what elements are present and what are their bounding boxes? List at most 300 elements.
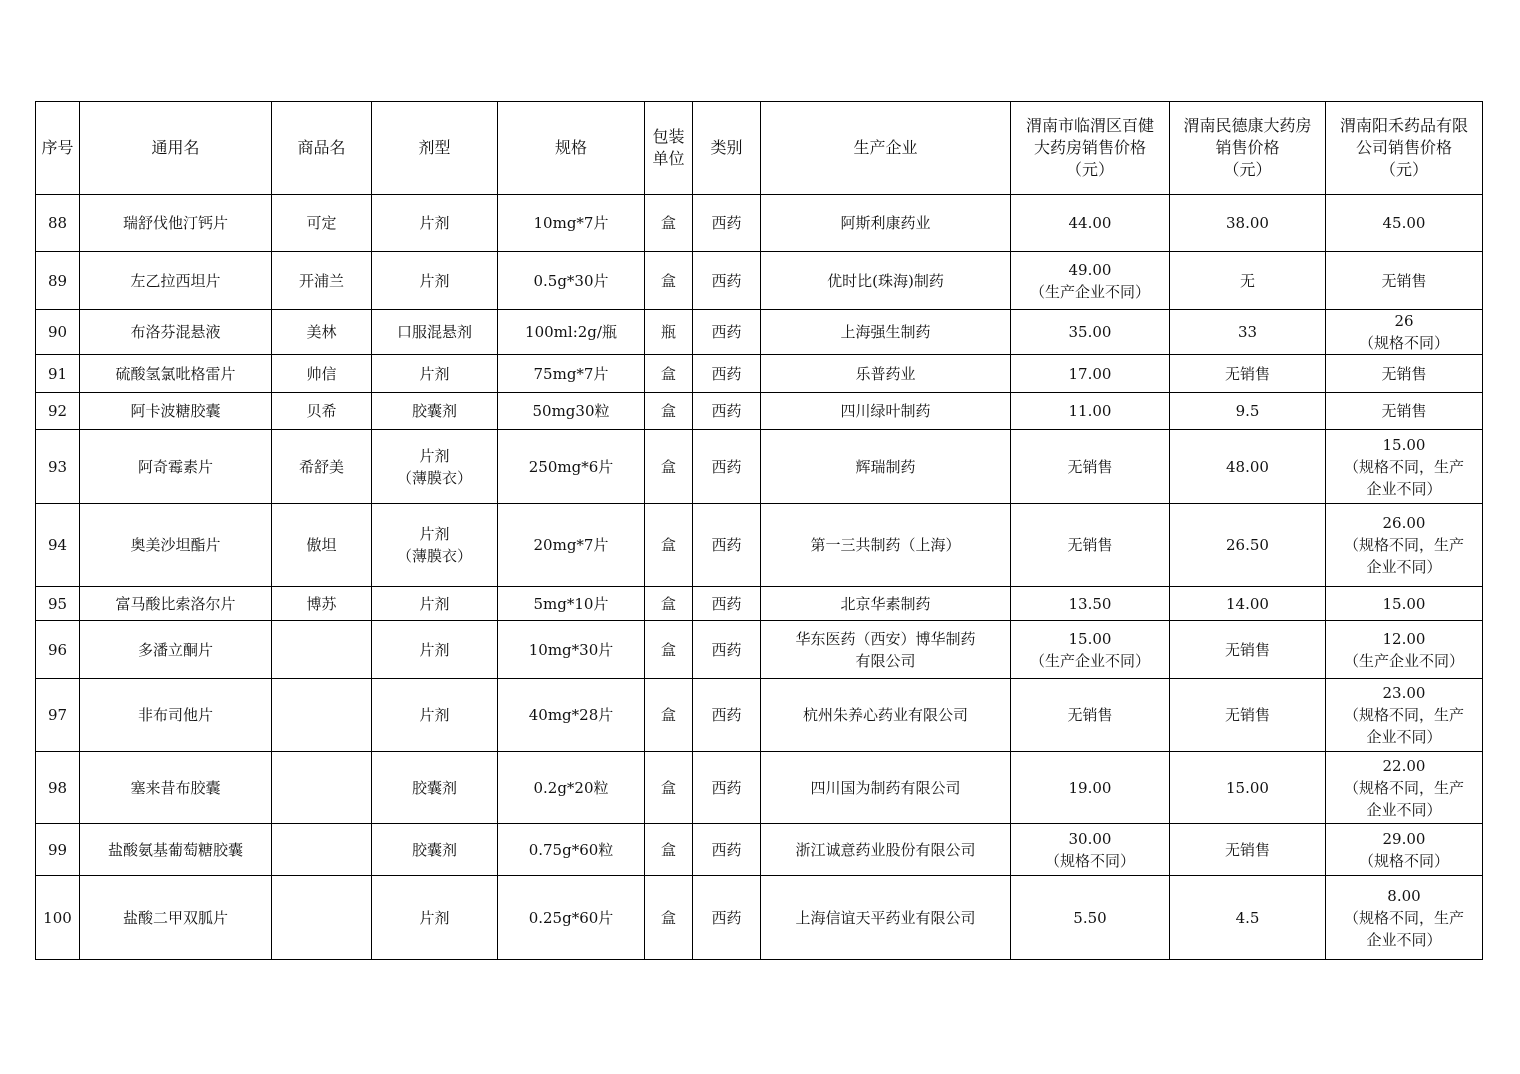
manufacturer-cell-text: 四川国为制药有限公司 [810, 778, 961, 797]
brand-name-cell [272, 504, 372, 587]
generic-name-cell-text: 盐酸氨基葡萄糖胶囊 [107, 840, 243, 859]
spec-cell-text: 10mg*30片 [528, 640, 614, 659]
header-row [36, 102, 1483, 195]
price-yanghe-cell [1326, 824, 1483, 876]
header-price-yanghe: 渭南阳禾药品有限 公司销售价格 （元） [1326, 102, 1483, 195]
generic-name-cell-text: 奥美沙坦酯片 [130, 536, 221, 554]
price-baijian-cell-text: （生产企业不同） [1029, 651, 1150, 670]
dosage-form-cell-text: 片剂 [419, 271, 450, 290]
dosage-form-cell-text: 胶囊剂 [411, 778, 457, 797]
header-spec: 规格 [498, 102, 645, 195]
price-baijian-cell [1011, 621, 1170, 679]
dosage-form-cell-text: 片剂 [419, 594, 450, 613]
price-yanghe-cell-text: 15.00 [1382, 435, 1426, 454]
price-baijian-cell-text: 35.00 [1068, 323, 1112, 341]
manufacturer-cell-text: 乐普药业 [855, 364, 916, 383]
dosage-form-cell [372, 621, 498, 679]
price-yanghe-cell-text: 26 [1394, 312, 1414, 330]
category-cell-text: 西药 [711, 840, 742, 859]
category-cell-text: 西药 [711, 271, 742, 290]
category-cell [693, 355, 761, 393]
price-baijian-cell [1011, 876, 1170, 960]
spec-cell-text: 50mg30粒 [532, 402, 610, 420]
category-cell [693, 310, 761, 355]
brand-name-cell [272, 876, 372, 960]
manufacturer-cell [761, 679, 1011, 752]
spec-cell-text: 0.2g*20粒 [533, 778, 609, 797]
dosage-form-cell [372, 355, 498, 393]
pack-unit-cell-text: 盒 [660, 271, 676, 290]
category-cell-text: 西药 [711, 214, 742, 232]
header-pack-unit: 包装 单位 [645, 102, 693, 195]
spec-cell-text: 0.5g*30片 [533, 271, 609, 290]
table-row [36, 824, 1483, 876]
dosage-form-cell [372, 252, 498, 310]
price-yanghe-cell [1326, 393, 1483, 430]
price-mindekang-cell-text: 无销售 [1224, 840, 1270, 859]
manufacturer-cell [761, 355, 1011, 393]
seq-cell-text: 99 [47, 840, 68, 859]
spec-cell [498, 679, 645, 752]
brand-name-cell [272, 195, 372, 252]
category-cell-text: 西药 [711, 640, 742, 659]
pack-unit-cell [645, 876, 693, 960]
brand-name-cell-text: 贝希 [306, 402, 337, 420]
generic-name-cell [80, 679, 272, 752]
table-row [36, 752, 1483, 824]
dosage-form-cell [372, 587, 498, 621]
dosage-form-cell-text: 片剂 [419, 908, 450, 927]
seq-cell [36, 504, 80, 587]
spec-cell-text: 40mg*28片 [528, 706, 614, 724]
price-baijian-cell-text: 13.50 [1068, 594, 1112, 613]
category-cell-text: 西药 [711, 364, 742, 383]
category-cell-text: 西药 [711, 778, 742, 797]
brand-name-cell [272, 621, 372, 679]
spec-cell [498, 504, 645, 587]
header-seq: 序号 [36, 102, 80, 195]
spec-cell [498, 587, 645, 621]
seq-cell-text: 92 [47, 402, 68, 420]
price-mindekang-cell-text: 33 [1237, 323, 1258, 341]
category-cell [693, 393, 761, 430]
price-yanghe-cell-text: 45.00 [1382, 214, 1426, 232]
pack-unit-cell-text: 盒 [660, 706, 676, 724]
dosage-form-cell-text: 片剂 [419, 214, 450, 232]
price-mindekang-cell-text: 无销售 [1224, 364, 1270, 383]
price-yanghe-cell-text: 企业不同） [1366, 728, 1442, 746]
price-baijian-cell [1011, 310, 1170, 355]
brand-name-cell [272, 252, 372, 310]
seq-cell [36, 824, 80, 876]
manufacturer-cell [761, 195, 1011, 252]
generic-name-cell [80, 430, 272, 504]
price-mindekang-cell-text: 48.00 [1226, 457, 1269, 476]
manufacturer-cell-text: 辉瑞制药 [855, 457, 916, 476]
pack-unit-cell [645, 393, 693, 430]
spec-cell [498, 310, 645, 355]
generic-name-cell-text: 盐酸二甲双胍片 [122, 908, 228, 927]
spec-cell-text: 100ml:2g/瓶 [525, 323, 617, 341]
seq-cell-text: 95 [47, 594, 68, 613]
price-yanghe-cell [1326, 679, 1483, 752]
price-mindekang-cell [1170, 252, 1326, 310]
price-mindekang-cell [1170, 621, 1326, 679]
price-yanghe-cell [1326, 252, 1483, 310]
generic-name-cell-text: 阿卡波糖胶囊 [130, 402, 221, 420]
pack-unit-cell-text: 盒 [660, 364, 676, 383]
category-cell [693, 430, 761, 504]
seq-cell-text: 90 [47, 323, 68, 341]
price-yanghe-cell-text: （规格不同，生产 [1343, 536, 1464, 554]
generic-name-cell [80, 252, 272, 310]
generic-name-cell-text: 富马酸比索洛尔片 [115, 594, 236, 613]
generic-name-cell [80, 195, 272, 252]
manufacturer-cell [761, 752, 1011, 824]
price-mindekang-cell [1170, 310, 1326, 355]
price-baijian-cell-text: 无销售 [1067, 457, 1113, 476]
price-baijian-cell [1011, 587, 1170, 621]
generic-name-cell [80, 310, 272, 355]
brand-name-cell [272, 355, 372, 393]
seq-cell [36, 752, 80, 824]
price-yanghe-cell-text: 企业不同） [1366, 800, 1442, 819]
spec-cell [498, 252, 645, 310]
generic-name-cell [80, 621, 272, 679]
spec-cell [498, 824, 645, 876]
pack-unit-cell [645, 587, 693, 621]
seq-cell-text: 89 [47, 271, 68, 290]
category-cell-text: 西药 [711, 908, 742, 927]
manufacturer-cell [761, 587, 1011, 621]
dosage-form-cell [372, 195, 498, 252]
manufacturer-cell-text: 杭州朱养心药业有限公司 [802, 706, 968, 724]
price-baijian-cell [1011, 679, 1170, 752]
manufacturer-cell [761, 393, 1011, 430]
generic-name-cell [80, 393, 272, 430]
generic-name-cell [80, 355, 272, 393]
price-yanghe-cell-text: 无销售 [1381, 271, 1427, 290]
manufacturer-cell-text: 阿斯利康药业 [840, 214, 931, 232]
brand-name-cell [272, 310, 372, 355]
price-mindekang-cell [1170, 430, 1326, 504]
price-baijian-cell-text: 5.50 [1073, 908, 1107, 927]
category-cell [693, 504, 761, 587]
table-body [36, 195, 1483, 960]
price-baijian-cell [1011, 195, 1170, 252]
price-mindekang-cell-text: 无销售 [1224, 706, 1270, 724]
pack-unit-cell [645, 195, 693, 252]
manufacturer-cell-text: 上海信谊天平药业有限公司 [795, 908, 976, 927]
pack-unit-cell [645, 310, 693, 355]
pack-unit-cell-text: 盒 [660, 640, 676, 659]
dosage-form-cell-text: 片剂 [419, 706, 450, 724]
table-row [36, 504, 1483, 587]
spec-cell [498, 195, 645, 252]
brand-name-cell [272, 587, 372, 621]
generic-name-cell [80, 824, 272, 876]
manufacturer-cell [761, 876, 1011, 960]
price-baijian-cell-text: 无销售 [1067, 536, 1113, 554]
price-yanghe-cell [1326, 876, 1483, 960]
spec-cell-text: 5mg*10片 [533, 594, 609, 613]
price-yanghe-cell-text: 23.00 [1382, 684, 1426, 702]
price-baijian-cell-text: 30.00 [1068, 829, 1112, 848]
generic-name-cell-text: 多潘立酮片 [137, 640, 213, 659]
pack-unit-cell-text: 盒 [660, 214, 676, 232]
generic-name-cell [80, 752, 272, 824]
price-mindekang-cell-text: 14.00 [1226, 594, 1269, 613]
price-baijian-cell [1011, 430, 1170, 504]
price-yanghe-cell-text: 15.00 [1382, 594, 1426, 613]
generic-name-cell [80, 504, 272, 587]
price-mindekang-cell-text: 38.00 [1226, 214, 1269, 232]
price-baijian-cell-text: 17.00 [1068, 364, 1112, 383]
price-baijian-cell-text: 11.00 [1068, 402, 1112, 420]
manufacturer-cell-text: 有限公司 [855, 651, 916, 670]
category-cell [693, 752, 761, 824]
pack-unit-cell [645, 504, 693, 587]
dosage-form-cell [372, 430, 498, 504]
header-category: 类别 [693, 102, 761, 195]
price-yanghe-cell-text: 无销售 [1381, 364, 1427, 383]
price-yanghe-cell-text: 8.00 [1387, 886, 1421, 905]
header-price-baijian: 渭南市临渭区百健 大药房销售价格 （元） [1011, 102, 1170, 195]
dosage-form-cell-text: （薄膜衣） [396, 547, 472, 565]
spec-cell [498, 355, 645, 393]
price-yanghe-cell-text: 12.00 [1382, 629, 1426, 648]
dosage-form-cell-text: 胶囊剂 [411, 402, 457, 420]
pack-unit-cell-text: 盒 [660, 536, 676, 554]
spec-cell-text: 10mg*7片 [533, 214, 609, 232]
price-yanghe-cell-text: 企业不同） [1366, 930, 1442, 949]
generic-name-cell-text: 左乙拉西坦片 [130, 271, 221, 290]
seq-cell-text: 94 [47, 536, 68, 554]
brand-name-cell-text: 帅信 [306, 364, 337, 383]
pack-unit-cell-text: 盒 [660, 840, 676, 859]
seq-cell [36, 621, 80, 679]
category-cell [693, 876, 761, 960]
seq-cell [36, 310, 80, 355]
generic-name-cell-text: 塞来昔布胶囊 [130, 778, 221, 797]
price-yanghe-cell-text: （规格不同） [1358, 334, 1449, 352]
spec-cell [498, 876, 645, 960]
category-cell [693, 679, 761, 752]
spec-cell [498, 430, 645, 504]
spec-cell-text: 75mg*7片 [533, 364, 609, 383]
category-cell-text: 西药 [711, 323, 742, 341]
generic-name-cell-text: 布洛芬混悬液 [130, 323, 221, 341]
seq-cell-text: 97 [47, 706, 68, 724]
pack-unit-cell-text: 盒 [660, 402, 676, 420]
table-row [36, 587, 1483, 621]
generic-name-cell-text: 瑞舒伐他汀钙片 [122, 214, 228, 232]
price-baijian-cell-text: 15.00 [1068, 629, 1112, 648]
table-row [36, 355, 1483, 393]
brand-name-cell [272, 752, 372, 824]
seq-cell [36, 876, 80, 960]
category-cell [693, 824, 761, 876]
header-generic-name: 通用名 [80, 102, 272, 195]
seq-cell [36, 252, 80, 310]
manufacturer-cell [761, 621, 1011, 679]
price-yanghe-cell [1326, 504, 1483, 587]
category-cell-text: 西药 [711, 536, 742, 554]
price-yanghe-cell [1326, 355, 1483, 393]
price-baijian-cell [1011, 393, 1170, 430]
price-mindekang-cell-text: 26.50 [1226, 536, 1269, 554]
manufacturer-cell-text: 华东医药（西安）博华制药 [795, 629, 976, 648]
seq-cell [36, 679, 80, 752]
category-cell [693, 195, 761, 252]
brand-name-cell-text: 美林 [306, 323, 337, 341]
category-cell-text: 西药 [711, 457, 742, 476]
dosage-form-cell [372, 876, 498, 960]
price-mindekang-cell-text: 15.00 [1226, 778, 1269, 797]
table-row [36, 679, 1483, 752]
pack-unit-cell-text: 盒 [660, 457, 676, 476]
price-baijian-cell-text: 49.00 [1068, 260, 1112, 279]
price-yanghe-cell-text: （规格不同，生产 [1343, 706, 1464, 724]
spec-cell [498, 752, 645, 824]
price-mindekang-cell-text: 9.5 [1235, 402, 1260, 420]
seq-cell-text: 96 [47, 640, 68, 659]
price-yanghe-cell [1326, 310, 1483, 355]
pack-unit-cell [645, 824, 693, 876]
price-baijian-cell [1011, 355, 1170, 393]
brand-name-cell [272, 430, 372, 504]
price-baijian-cell-text: 无销售 [1067, 706, 1113, 724]
manufacturer-cell [761, 430, 1011, 504]
pack-unit-cell [645, 252, 693, 310]
price-baijian-cell-text: （生产企业不同） [1029, 282, 1150, 301]
seq-cell [36, 355, 80, 393]
price-mindekang-cell [1170, 679, 1326, 752]
pack-unit-cell [645, 430, 693, 504]
dosage-form-cell [372, 393, 498, 430]
price-mindekang-cell [1170, 393, 1326, 430]
dosage-form-cell [372, 752, 498, 824]
manufacturer-cell-text: 四川绿叶制药 [840, 402, 931, 420]
price-yanghe-cell-text: （规格不同，生产 [1343, 457, 1464, 476]
brand-name-cell-text: 可定 [306, 214, 337, 232]
price-mindekang-cell-text: 4.5 [1235, 908, 1260, 927]
seq-cell-text: 100 [43, 908, 72, 927]
header-price-mindekang: 渭南民德康大药房 销售价格 （元） [1170, 102, 1326, 195]
price-baijian-cell-text: （规格不同） [1044, 851, 1135, 870]
manufacturer-cell-text: 北京华素制药 [840, 594, 931, 613]
price-mindekang-cell [1170, 824, 1326, 876]
price-yanghe-cell-text: （规格不同，生产 [1343, 908, 1464, 927]
dosage-form-cell-text: 片剂 [419, 446, 450, 465]
price-yanghe-cell-text: 企业不同） [1366, 558, 1442, 576]
dosage-form-cell [372, 504, 498, 587]
price-comparison-table [35, 101, 1483, 960]
dosage-form-cell-text: 口服混悬剂 [396, 323, 472, 341]
seq-cell [36, 393, 80, 430]
brand-name-cell [272, 393, 372, 430]
table-row [36, 310, 1483, 355]
spec-cell-text: 20mg*7片 [533, 536, 609, 554]
dosage-form-cell [372, 679, 498, 752]
seq-cell [36, 195, 80, 252]
seq-cell-text: 98 [47, 778, 68, 797]
price-mindekang-cell [1170, 355, 1326, 393]
price-yanghe-cell-text: 26.00 [1382, 514, 1426, 532]
pack-unit-cell-text: 盒 [660, 778, 676, 797]
manufacturer-cell-text: 优时比(珠海)制药 [827, 271, 944, 290]
price-comparison-sheet [35, 101, 1482, 960]
seq-cell-text: 91 [47, 364, 68, 383]
price-baijian-cell [1011, 824, 1170, 876]
category-cell-text: 西药 [711, 402, 742, 420]
dosage-form-cell-text: 片剂 [419, 640, 450, 659]
dosage-form-cell-text: 片剂 [419, 364, 450, 383]
price-mindekang-cell [1170, 876, 1326, 960]
brand-name-cell-text: 开浦兰 [298, 271, 344, 290]
table-row [36, 430, 1483, 504]
brand-name-cell-text: 希舒美 [298, 457, 344, 476]
dosage-form-cell-text: 片剂 [419, 525, 450, 543]
category-cell-text: 西药 [711, 706, 742, 724]
price-mindekang-cell [1170, 504, 1326, 587]
price-mindekang-cell [1170, 587, 1326, 621]
price-yanghe-cell-text: （规格不同） [1358, 851, 1449, 870]
header-dosage-form: 剂型 [372, 102, 498, 195]
table-row [36, 393, 1483, 430]
generic-name-cell [80, 587, 272, 621]
table-row [36, 621, 1483, 679]
brand-name-cell [272, 824, 372, 876]
spec-cell-text: 250mg*6片 [528, 457, 614, 476]
generic-name-cell-text: 硫酸氢氯吡格雷片 [115, 364, 236, 383]
manufacturer-cell [761, 252, 1011, 310]
price-mindekang-cell [1170, 752, 1326, 824]
brand-name-cell [272, 679, 372, 752]
price-yanghe-cell-text: 29.00 [1382, 829, 1426, 848]
seq-cell [36, 430, 80, 504]
generic-name-cell [80, 876, 272, 960]
pack-unit-cell [645, 679, 693, 752]
spec-cell [498, 621, 645, 679]
manufacturer-cell-text: 浙江诚意药业股份有限公司 [795, 840, 976, 859]
spec-cell-text: 0.75g*60粒 [528, 840, 614, 859]
price-baijian-cell-text: 19.00 [1068, 778, 1112, 797]
seq-cell [36, 587, 80, 621]
brand-name-cell-text: 傲坦 [306, 536, 337, 554]
price-yanghe-cell [1326, 621, 1483, 679]
header-manufacturer: 生产企业 [761, 102, 1011, 195]
manufacturer-cell [761, 504, 1011, 587]
pack-unit-cell [645, 752, 693, 824]
price-yanghe-cell-text: （规格不同，生产 [1343, 778, 1464, 797]
manufacturer-cell [761, 824, 1011, 876]
pack-unit-cell-text: 瓶 [660, 323, 676, 341]
brand-name-cell-text: 博苏 [306, 594, 337, 613]
pack-unit-cell-text: 盒 [660, 908, 676, 927]
generic-name-cell-text: 阿奇霉素片 [137, 457, 213, 476]
manufacturer-cell-text: 上海强生制药 [840, 323, 931, 341]
price-yanghe-cell [1326, 587, 1483, 621]
price-baijian-cell [1011, 252, 1170, 310]
price-mindekang-cell-text: 无 [1239, 271, 1255, 290]
price-mindekang-cell [1170, 195, 1326, 252]
price-baijian-cell [1011, 504, 1170, 587]
seq-cell-text: 93 [47, 457, 68, 476]
dosage-form-cell [372, 310, 498, 355]
price-yanghe-cell [1326, 195, 1483, 252]
table-row [36, 876, 1483, 960]
